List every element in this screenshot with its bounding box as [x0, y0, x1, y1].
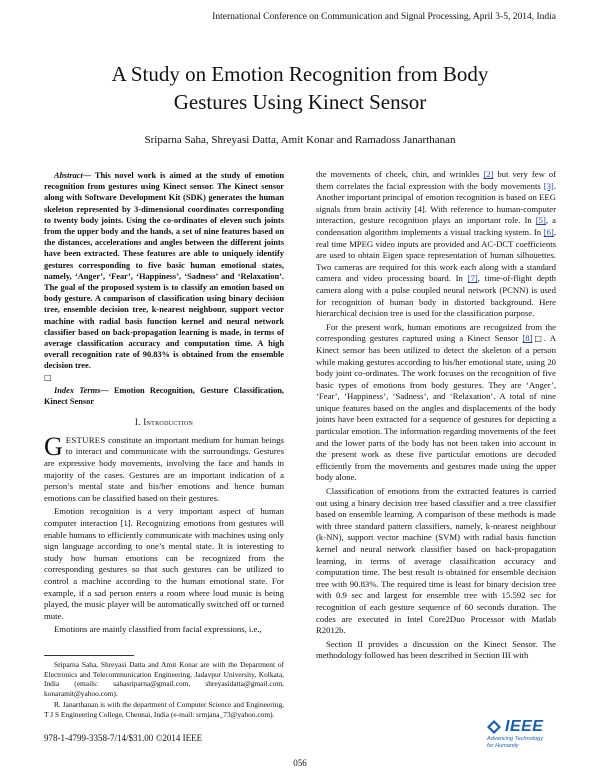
title-line-2: Gestures Using Kinect Sensor — [173, 90, 427, 114]
intro-paragraph-2: Emotion recognition is a very important aspect of human computer interaction [1]. Recognizing emotions from gestures will enable humans to efficiently communicate with machines using only sign language according to one’s mental state. It is interesting to study how human emotions can be recognized from the corresponding gestures so that such gestures can be utilized to control a machine according to the human emotional state. For example, if a sad person enters a room where loud music is being played, the music player will be automatically switched off or turned mute. — [44, 506, 284, 621]
right-p2-a: For the present work, human emotions are recognized from the corresponding gestures captured using a Kinect Sensor — [316, 321, 556, 344]
box-glyph: □ — [44, 372, 52, 382]
right-p1-a: the movements of cheek, chin, and wrinkles — [316, 169, 484, 179]
logo-tagline — [487, 736, 567, 750]
intro-paragraph-3: Emotions are mainly classified from facial expressions, i.e., — [54, 624, 262, 635]
box-glyph-2: □ — [532, 334, 544, 344]
citation-link-2[interactable]: [2] — [483, 169, 494, 179]
intro-paragraph-1-text: constitute an important medium for human beings to interact and communicate with the surroundings. Gestures are expressive body movements, involving the face and hands in majority of the cases. Gestures are an important indication of a person’s mental state and his/her emotions and hence human emotions can be classified based on their gestures. — [44, 434, 284, 503]
index-terms-label: Index Terms— — [54, 385, 109, 395]
footnote-1: Sriparna Saha, Shreyasi Datta and Amit Konar are with the Department of Electronics and Telecommunication Engineering, Jadavpur University, Kolkata, India (emails: sahasriparna@gmail.com, shreyasidatta@gmail.com, konaramit@yahoo.com). — [44, 660, 284, 698]
right-p1-b: but very few of them correlates the facial expression with the body movements — [316, 169, 556, 191]
paper-title — [40, 60, 560, 116]
index-terms — [44, 385, 284, 407]
abstract — [44, 170, 284, 383]
right-p1-d: , a condensation algorithm implements a visual tracking system. In — [316, 215, 557, 237]
intro-small-caps: ESTURES — [65, 434, 106, 445]
right-p1-c: . Another important principal of emotion recognition is based on EEG signals from brain activity [4]. With reference to human-computer interaction, gesture recognition plays an important role. In — [316, 180, 556, 226]
logo-tagline-1: Advancing Technology — [487, 736, 544, 742]
ieee-diamond-icon — [487, 720, 501, 734]
citation-link-5[interactable]: [5] — [535, 215, 546, 226]
index-terms-text: Emotion Recognition, Gesture Classification, Kinect Sensor — [44, 385, 285, 407]
right-p2-c: . A Kinect sensor has been utilized to detect the skeleton of a person while making gestures according to his/her emotional state, using 20 body joint co-ordinates. The work focuses on the recognition of five basic types of emotions from body gestures. They are ‘Anger’, ‘Fear’, ‘Happiness’, ‘Sadness’, and ‘Relaxation’. A total of nine unique features based on the angles and displacements of the body joints have been extracted for a sequence of gestures for depicting a particular emotion. The information regarding movements of the feet and the lower parts of the body has not been taken into account in the present work as these five particular emotions are decoded efficiently from the movements and gestures made using the upper body alone. — [316, 333, 556, 483]
title-line-1: A Study on Emotion Recognition from Body — [111, 62, 489, 86]
section-title: Introduction — [143, 417, 194, 428]
right-paragraph-3: Classification of emotions from the extracted features is carried out using a binary decision tree based classifier and a tree classifier based on ensemble learning. A comparison of these methods is made with three standard pattern classifiers, namely, k-nearest neighbour (k-NN), support vector machine (SVM) with radial basis function kernel and neural network classifier based on back-propagation learning, in terms of average classification accuracy and computation time. The best result is obtained for ensemble decision tree with 90.83%. The required time is least for binary decision tree with 0.9 sec and largest for ensemble tree with 15.592 sec for recognition of each gesture sequence of 60 seconds duration. The codes are executed in Intel Core2Duo Processor with Matlab R2012b. — [316, 486, 556, 636]
author-list: Sriparna Saha, Shreyasi Datta, Amit Konar and Ramadoss Janarthanan — [144, 134, 456, 146]
page-number: 056 — [293, 758, 307, 768]
citation-link-7[interactable]: [7] — [467, 273, 478, 284]
conference-header: International Conference on Communication and Signal Processing, April 3-5, 2014, India — [212, 12, 556, 22]
abstract-label: Abstract— — [54, 171, 92, 180]
intro-paragraph-1 — [44, 431, 284, 505]
ieee-logo — [487, 718, 567, 750]
right-p1-f: , time-of-flight depth camera along with a pulse coupled neural network (PCNN) is used for recognition of human body in distorted background. Here hierarchical decision tree is used for the classification purpose. — [316, 273, 556, 319]
left-column — [44, 170, 284, 638]
footnotes — [44, 660, 284, 722]
citation-link-3[interactable]: [3] — [543, 180, 554, 191]
right-p1-e: , real time MPEG video inputs are provided and AC-DCT coefficients are used to obtain Eigen space representation of human silhouettes. Two cameras are required for this work each along with a standard camera and video processing board. In — [316, 226, 556, 284]
right-column — [316, 169, 556, 664]
logo-tagline-2: for Humanity — [487, 743, 519, 749]
right-paragraph-2 — [316, 322, 556, 484]
citation-link-6[interactable]: [6] — [543, 226, 554, 237]
footnote-rule — [44, 655, 134, 656]
abstract-text: This novel work is aimed at the study of emotion recognition from gestures using Kinect sensor. The Kinect sensor along with Software Development Kit (SDK) generates the human skeleton represented by 3-dimensional coordinates corresponding to twenty body joints. Using the co-ordinates of eleven such joints from the upper body and the hands, a set of nine features based on the distances, accelerations and angles between the different joints have been extracted. These features are able to uniquely identify gestures corresponding to five basic human emotional states, namely, ‘Anger’, ‘Fear’, ‘Happiness’, ‘Sadness’ and ‘Relaxation’. The goal of the proposed system is to classify an emotion based on body gesture. A comparison of classification using binary decision tree, ensemble decision tree, k-nearest neighbour, support vector machine with radial basis function kernel and neural network classifier based on back-propagation learning is made, in terms of average classification accuracy and computation time. A high overall recognition rate of 90.83% is obtained from the ensemble decision tree. — [44, 171, 284, 371]
citation-link-8[interactable]: [8] — [522, 333, 533, 344]
section-heading-introduction — [44, 417, 284, 429]
right-paragraph-1 — [316, 169, 556, 320]
logo-word: IEEE — [505, 718, 544, 735]
footnote-2: R. Janarthanan is with the department of Computer Science and Engineering, T J S Engineering College, Chennai, India (e-mail: srmjana_73@yahoo.com). — [44, 700, 284, 719]
section-number: I. — [134, 417, 144, 428]
isbn-line: 978-1-4799-3358-7/14/$31.00 ©2014 IEEE — [44, 733, 203, 743]
drop-cap: G — [44, 431, 63, 461]
right-paragraph-4: Section II provides a discussion on the Kinect Sensor. The methodology followed has been described in Section III with — [316, 638, 556, 661]
